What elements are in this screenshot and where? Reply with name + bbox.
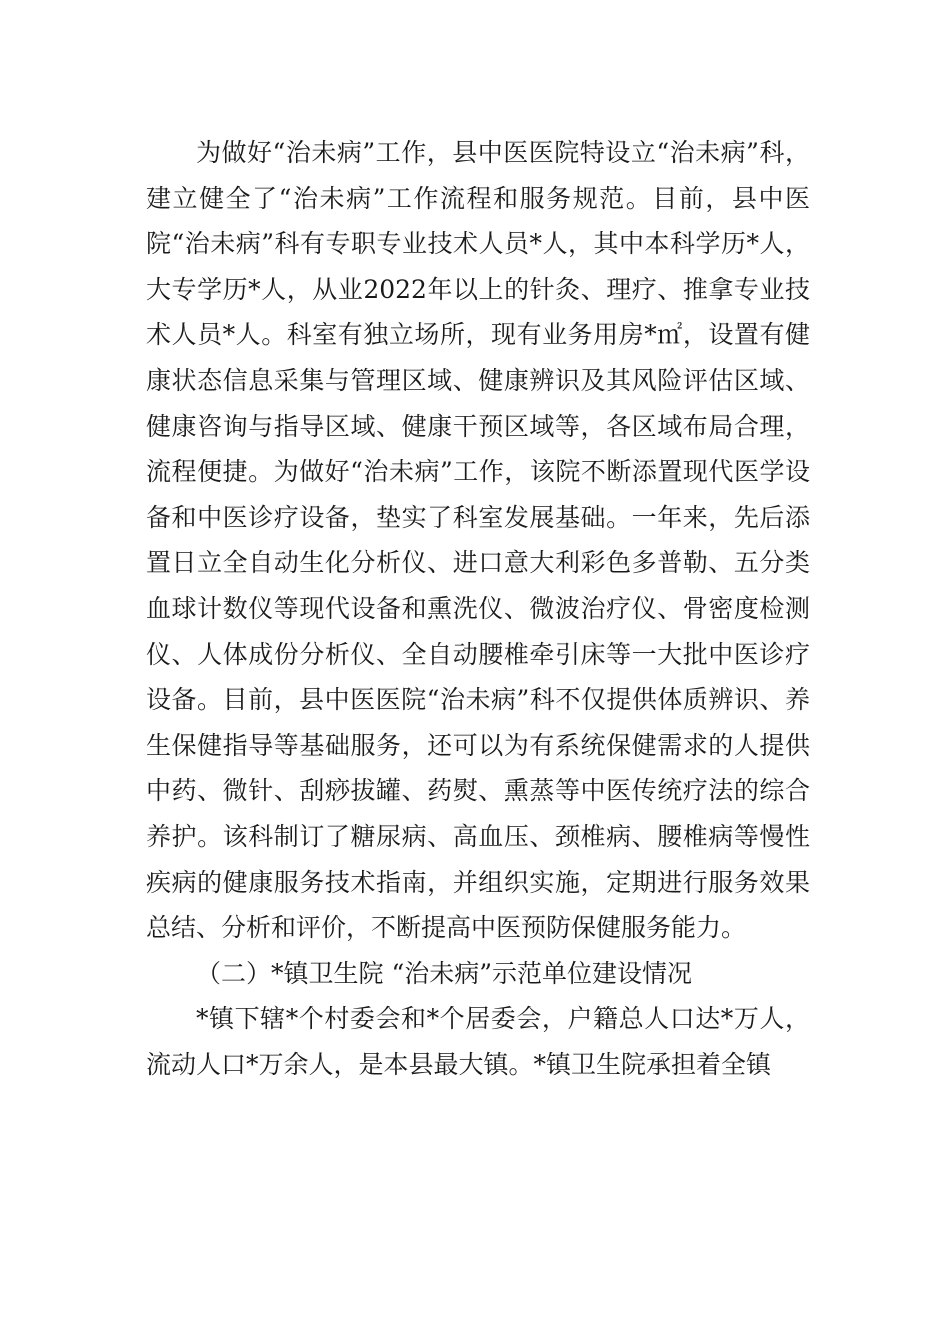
body-paragraph-2: *镇下辖*个村委会和*个居委会，户籍总人口达*万人，流动人口*万余人，是本县最大镇。*镇卫生院承担着全镇 [146, 1004, 810, 1079]
body-paragraph-1: 为做好“治未病”工作，县中医医院特设立“治未病”科，建立健全了“治未病”工作流程和服务规范。目前，县中医院“治未病”科有专职专业技术人员*人，其中本科学历*人，大专学历*人，从业2022年以上的针灸、理疗、推拿专业技术人员*人。科室有独立场所，现有业务用房*㎡，设置有健康状态信息采集与管理区域、健康辨识及其风险评估区域、健康咨询与指导区域、健康干预区域等，各区域布局合理，流程便捷。为做好“治未病”工作，该院不断添置现代医学设备和中医诊疗设备，垫实了科室发展基础。一年来，先后添置日立全自动生化分析仪、进口意大利彩色多普勒、五分类血球计数仪等现代设备和熏洗仪、微波治疗仪、骨密度检测仪、人体成份分析仪、全自动腰椎牵引床等一大批中医诊疗设备。目前，县中医医院“治未病”科不仅提供体质辨识、养生保健指导等基础服务，还可以为有系统保健需求的人提供中药、微针、刮痧拔罐、药熨、熏蒸等中医传统疗法的综合养护。该科制订了糖尿病、高血压、颈椎病、腰椎病等慢性疾病的健康服务技术指南，并组织实施，定期进行服务效果总结、分析和评价，不断提高中医预防保健服务能力。 [146, 138, 810, 943]
section-heading: （二）*镇卫生院 “治未病”示范单位建设情况 [196, 958, 693, 988]
document-body [146, 130, 810, 1087]
